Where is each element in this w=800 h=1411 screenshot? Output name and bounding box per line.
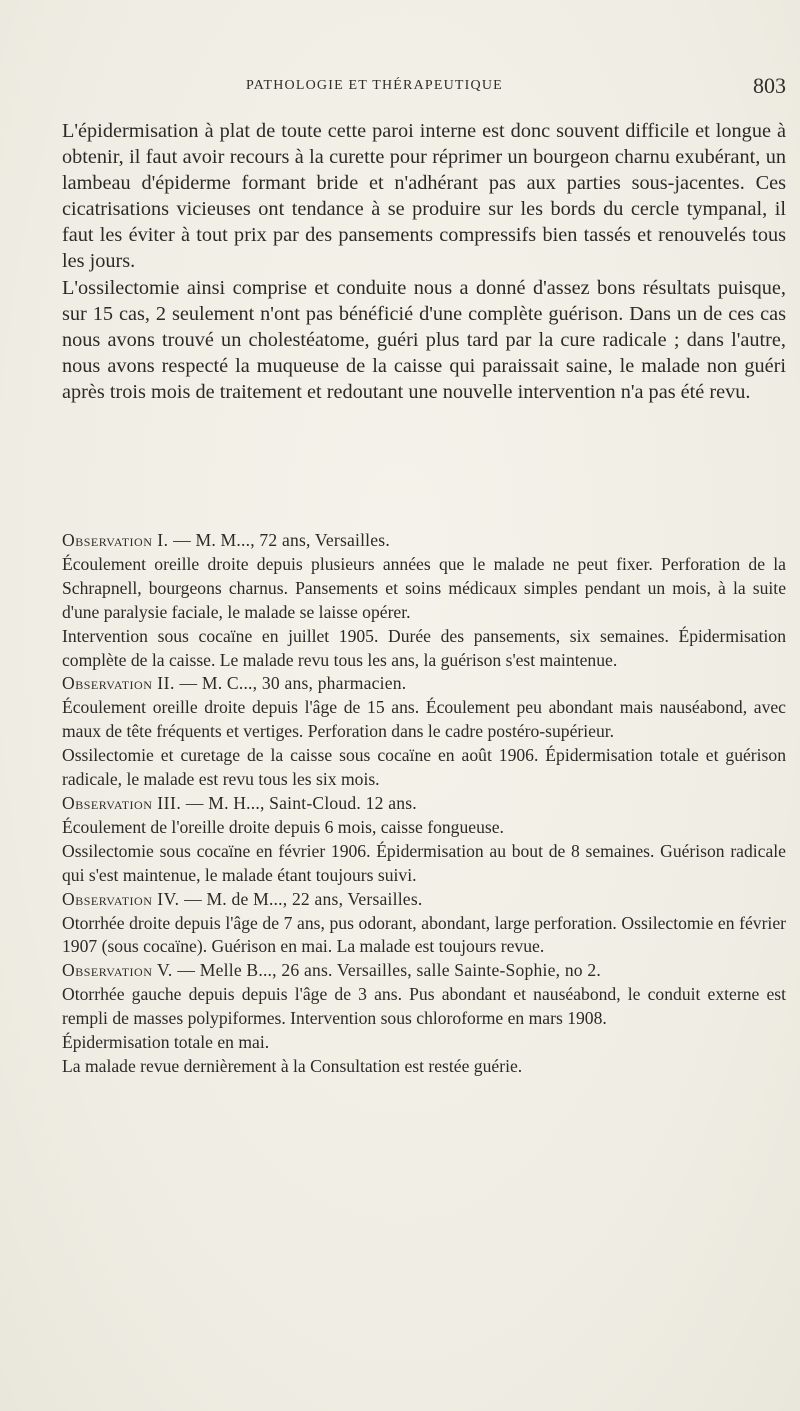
observation-4-heading [62, 888, 786, 912]
intro-paragraph-2: L'ossilectomie ainsi comprise et conduite nous a donné d'assez bons résultats puisque, sur 15 cas, 2 seulement n'ont pas bénéficié d'une complète guérison. Dans un de ces cas nous avons trouvé un cholestéatome, guéri plus tard par la cure radicale ; dans l'autre, nous avons respecté la muqueuse de la caisse qui paraissait saine, le malade non guéri après trois mois de traitement et redoutant une nouvelle intervention n'a pas été revu. [62, 276, 786, 403]
page-header [62, 73, 786, 100]
observation-paragraph: Otorrhée droite depuis l'âge de 7 ans, pus odorant, abondant, large perforation. Ossilectomie en février 1907 (sous cocaïne). Guérison en mai. La malade est toujours revue. [62, 912, 786, 957]
observation-subject: — Melle B..., 26 ans. Versailles, salle Sainte-Sophie, no 2. [172, 960, 602, 981]
observation-paragraph: Intervention sous cocaïne en juillet 1905. Durée des pansements, six semaines. Épidermisation complète de la caisse. Le malade revu tous les ans, la guérison s'est maintenue. [62, 625, 786, 670]
observation-paragraph: Épidermisation totale en mai. [62, 1032, 270, 1053]
observation-label: Observation V. [62, 960, 173, 981]
observation-paragraph: Otorrhée gauche depuis depuis l'âge de 3 ans. Pus abondant et nauséabond, le conduit externe est rempli de masses polypiformes. Intervention sous chloroforme en mars 1908. [62, 984, 786, 1029]
observation-label: Observation III. [62, 792, 182, 813]
observation-paragraph: Ossilectomie et curetage de la caisse sous cocaïne en août 1906. Épidermisation totale et guérison radicale, le malade est revu tous les six mois. [62, 745, 786, 790]
observation-paragraph: Ossilectomie sous cocaïne en février 1906. Épidermisation au bout de 8 semaines. Guérison radicale qui s'est maintenue, le malade étant toujours suivi. [62, 840, 786, 885]
observation-label: Observation I. [62, 530, 169, 550]
observation-label: Observation II. [62, 673, 175, 694]
page-number: 803 [753, 73, 786, 98]
observation-paragraph: Écoulement de l'oreille droite depuis 6 mois, caisse fongueuse. [62, 816, 504, 837]
observation-paragraph: Écoulement oreille droite depuis l'âge de 15 ans. Écoulement peu abondant mais nauséabond, avec maux de tête fréquents et vertiges. Perforation dans le cadre postéro-supérieur. [62, 697, 786, 742]
observation-2-heading [62, 672, 786, 696]
main-text [62, 118, 786, 405]
intro-paragraph-1: L'épidermisation à plat de toute cette paroi interne est donc souvent difficile et longue à obtenir, il faut avoir recours à la curette pour réprimer un bourgeon charnu exubérant, un lambeau d'épiderme formant bride et n'adhérant pas aux parties sous-jacentes. Ces cicatrisations vicieuses ont tendance à se produire sur les bords du cercle tympanal, il faut les éviter à tout prix par des pansements compressifs bien tassés et renouvelés tous les jours. [62, 120, 786, 273]
observation-subject: — M. de M..., 22 ans, Versailles. [179, 888, 423, 909]
observation-3-heading [62, 792, 786, 816]
observation-1-heading [62, 529, 786, 553]
running-title: PATHOLOGIE ET THÉRAPEUTIQUE [246, 78, 503, 93]
observation-label: Observation IV. [62, 888, 180, 909]
observations-section [62, 529, 786, 1079]
observation-subject: — M. H..., Saint-Cloud. 12 ans. [181, 792, 417, 813]
observation-paragraph: Écoulement oreille droite depuis plusieurs années que le malade ne peut fixer. Perforation de la Schrapnell, bourgeons charnus. Pansements et soins médicaux simples pendant un mois, à la suite d'une paralysie faciale, le malade se laisse opérer. [62, 553, 786, 622]
observation-5-heading [62, 959, 786, 983]
observation-subject: — M. C..., 30 ans, pharmacien. [174, 673, 407, 694]
observation-subject: — M. M..., 72 ans, Versailles. [168, 530, 390, 550]
observation-paragraph: La malade revue dernièrement à la Consultation est restée guérie. [62, 1055, 523, 1076]
